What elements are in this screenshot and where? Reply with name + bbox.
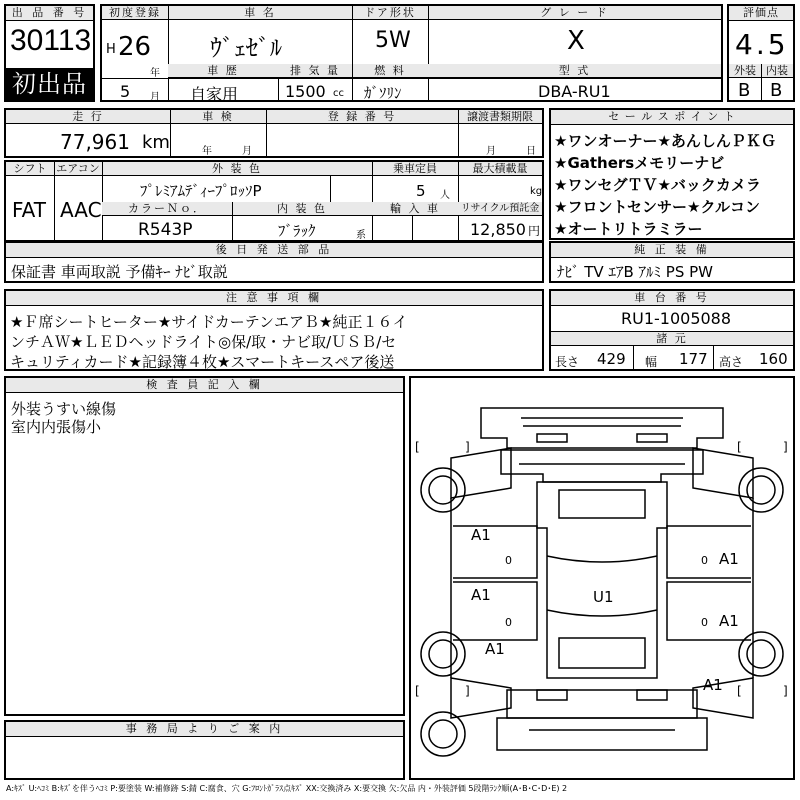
- first-reg-month-unit: 月: [150, 92, 160, 103]
- displacement-unit: cc: [333, 88, 344, 99]
- chassis-box: [549, 289, 795, 371]
- transfer-header: 譲渡書類期限: [458, 110, 542, 124]
- first-reg-year: 26: [118, 32, 152, 62]
- damage-code-a1: A1: [471, 586, 491, 604]
- mileage-value: 77,961: [60, 130, 130, 154]
- int-color-unit: 系: [356, 230, 366, 241]
- bracket-mark: [: [737, 440, 742, 454]
- dims-header: 諸 元: [551, 332, 793, 346]
- notes-box: [4, 289, 544, 371]
- recycle-header: リサイクル預託金: [458, 202, 542, 216]
- damage-code-a1: A1: [485, 640, 505, 658]
- sales-point-item: ★オートリトラミラー: [554, 220, 703, 238]
- inspection-header: 車 検: [170, 110, 266, 124]
- shift-value: FAT: [12, 198, 47, 222]
- sales-points-box: [549, 108, 795, 240]
- max-load-unit: kg: [530, 186, 543, 197]
- ac-value: AAC: [60, 198, 102, 222]
- bracket-mark: ]: [465, 440, 470, 454]
- height-label: 高さ: [719, 355, 744, 369]
- exterior-label: 外装: [729, 64, 761, 78]
- bracket-mark: [: [415, 684, 420, 698]
- lot-number: 30113: [10, 24, 92, 57]
- inspector-line: 室内内張傷小: [11, 418, 102, 436]
- height-value: 160: [759, 350, 788, 368]
- import-header: 輸 入 車: [372, 202, 458, 216]
- later-parts-box: [4, 241, 544, 283]
- int-color-value: ﾌﾞﾗｯｸ: [278, 222, 316, 240]
- office-box: [4, 720, 405, 780]
- inspector-header: 検 査 員 記 入 欄: [6, 378, 403, 393]
- capacity-unit: 人: [440, 190, 450, 201]
- recycle-unit: 円: [528, 224, 541, 238]
- damage-diagram-box: [409, 376, 795, 780]
- exterior-score: B: [738, 80, 751, 101]
- score-box: [727, 4, 795, 102]
- inspection-year-unit: 年: [202, 146, 212, 157]
- transfer-month-unit: 月: [486, 146, 496, 157]
- car-name-value: ｳﾞｪｾﾞﾙ: [210, 34, 282, 62]
- inspection-month-unit: 月: [242, 146, 252, 157]
- displacement-value: 1500: [285, 82, 326, 101]
- displacement-header: 排 気 量: [278, 64, 352, 78]
- legend-text: A:ｷｽﾞ U:ﾍｺﾐ B:ｷｽﾞを伴うﾍｺﾐ P:要塗装 W:補修跡 S:錆 C:腐食、穴 G:ﾌﾛﾝﾄｶﾞﾗｽ点ｷｽﾞ XX:交換済み X:要交換 欠:欠品 内・外装評価 5段階ﾗﾝｸ順(A･B･C･D･E) 2: [6, 784, 568, 793]
- mileage-unit: km: [142, 132, 170, 153]
- int-color-header: 内 装 色: [232, 202, 372, 216]
- zero-mark: 0: [505, 616, 512, 629]
- model-header: 型 式: [428, 64, 721, 78]
- sales-point-item: ★ワンセグＴＶ★バックカメラ: [554, 176, 761, 194]
- chassis-value: RU1-1005088: [621, 309, 732, 328]
- notes-line: ンチＡＷ★ＬＥＤヘッドライト◎保/取・ナビ取/ＵＳＢ/セ: [10, 333, 397, 351]
- bracket-mark: ]: [783, 440, 788, 454]
- office-header: 事 務 局 よ り ご 案 内: [6, 722, 403, 737]
- first-listing-badge: 初出品: [6, 68, 93, 100]
- score-header: 評価点: [729, 6, 793, 21]
- bracket-mark: ]: [783, 684, 788, 698]
- first-reg-header: 初度登録: [102, 6, 168, 20]
- history-header: 車 歴: [168, 64, 278, 78]
- capacity-header: 乗車定員: [372, 162, 458, 176]
- first-reg-month: 5: [120, 82, 131, 101]
- fuel-value: ｶﾞｿﾘﾝ: [364, 84, 402, 102]
- damage-code-a1: A1: [719, 612, 739, 630]
- max-load-header: 最大積載量: [458, 162, 542, 176]
- interior-label: 内装: [761, 64, 793, 78]
- shift-header: シフト: [6, 162, 54, 176]
- inspector-line: 外装うすい線傷: [11, 400, 117, 418]
- sales-point-item: ★フロントセンサー★クルコン: [554, 198, 760, 216]
- transfer-day-unit: 日: [526, 146, 536, 157]
- mileage-box: [4, 108, 544, 158]
- damage-code-a1: A1: [719, 550, 739, 568]
- lot-number-box: [4, 4, 95, 102]
- lot-number-header: 出 品 番 号: [6, 6, 93, 21]
- genuine-equipment-box: [549, 241, 795, 283]
- color-no-value: R543P: [138, 220, 193, 240]
- zero-mark: 0: [701, 616, 708, 629]
- spec-header-box: [100, 4, 723, 102]
- later-parts-value: 保証書 車両取説 予備ｷｰ ﾅﾋﾞ取説: [11, 263, 228, 281]
- recycle-value: 12,850: [470, 220, 526, 239]
- width-label: 幅: [645, 355, 658, 369]
- car-outline-diagram: [411, 378, 793, 778]
- sales-point-item: ★ワンオーナー★あんしんＰＫＧ: [554, 132, 776, 150]
- car-name-header: 車 名: [168, 6, 352, 20]
- first-reg-year-unit: 年: [150, 68, 160, 79]
- first-reg-era: H: [106, 42, 116, 57]
- fuel-header: 燃 料: [352, 64, 428, 78]
- width-value: 177: [679, 350, 708, 368]
- zero-mark: 0: [701, 554, 708, 567]
- reg-number-header: 登 録 番 号: [266, 110, 458, 124]
- length-value: 429: [597, 350, 626, 368]
- equipment-box: [4, 160, 544, 242]
- ext-color-header: 外 装 色: [102, 162, 372, 176]
- mileage-header: 走 行: [6, 110, 170, 124]
- inspector-box: [4, 376, 405, 716]
- genuine-equipment-value: ﾅﾋﾞ TV ｴｱB ｱﾙﾐ PS PW: [557, 263, 713, 281]
- notes-line: ★Ｆ席シートヒーター★サイドカーテンエアＢ★純正１６イ: [10, 313, 408, 331]
- interior-score: B: [770, 80, 783, 101]
- model-value: DBA-RU1: [538, 82, 611, 101]
- damage-code-a1: A1: [471, 526, 491, 544]
- ext-color-value: ﾌﾟﾚﾐｱﾑﾃﾞｨｰﾌﾟﾛｯｿP: [140, 182, 262, 200]
- zero-mark: 0: [505, 554, 512, 567]
- door-header: ドア形状: [352, 6, 428, 20]
- capacity-value: 5: [416, 182, 426, 200]
- damage-code-a1: A1: [703, 676, 723, 694]
- length-label: 長さ: [555, 355, 580, 369]
- door-value: 5W: [375, 28, 411, 53]
- notes-line: キュリティカード★記録簿４枚★スマートキースペア後送: [10, 353, 395, 371]
- sales-point-item: ★Gathersメモリーナビ: [554, 154, 725, 172]
- chassis-header: 車 台 番 号: [551, 291, 793, 306]
- later-parts-header: 後 日 発 送 部 品: [6, 243, 542, 258]
- sales-points-header: セ ー ル ス ポ イ ン ト: [551, 110, 793, 125]
- score-value: 4.5: [735, 28, 789, 61]
- bracket-mark: [: [415, 440, 420, 454]
- bracket-mark: ]: [465, 684, 470, 698]
- damage-code-u1: U1: [593, 588, 614, 606]
- color-no-header: カラーＮｏ．: [102, 202, 232, 216]
- bracket-mark: [: [737, 684, 742, 698]
- ac-header: エアコン: [54, 162, 102, 176]
- notes-header: 注 意 事 項 欄: [6, 291, 542, 306]
- history-value: 自家用: [190, 85, 239, 104]
- grade-value: X: [567, 26, 585, 56]
- genuine-equipment-header: 純 正 装 備: [551, 243, 793, 258]
- grade-header: グ レ ー ド: [428, 6, 721, 20]
